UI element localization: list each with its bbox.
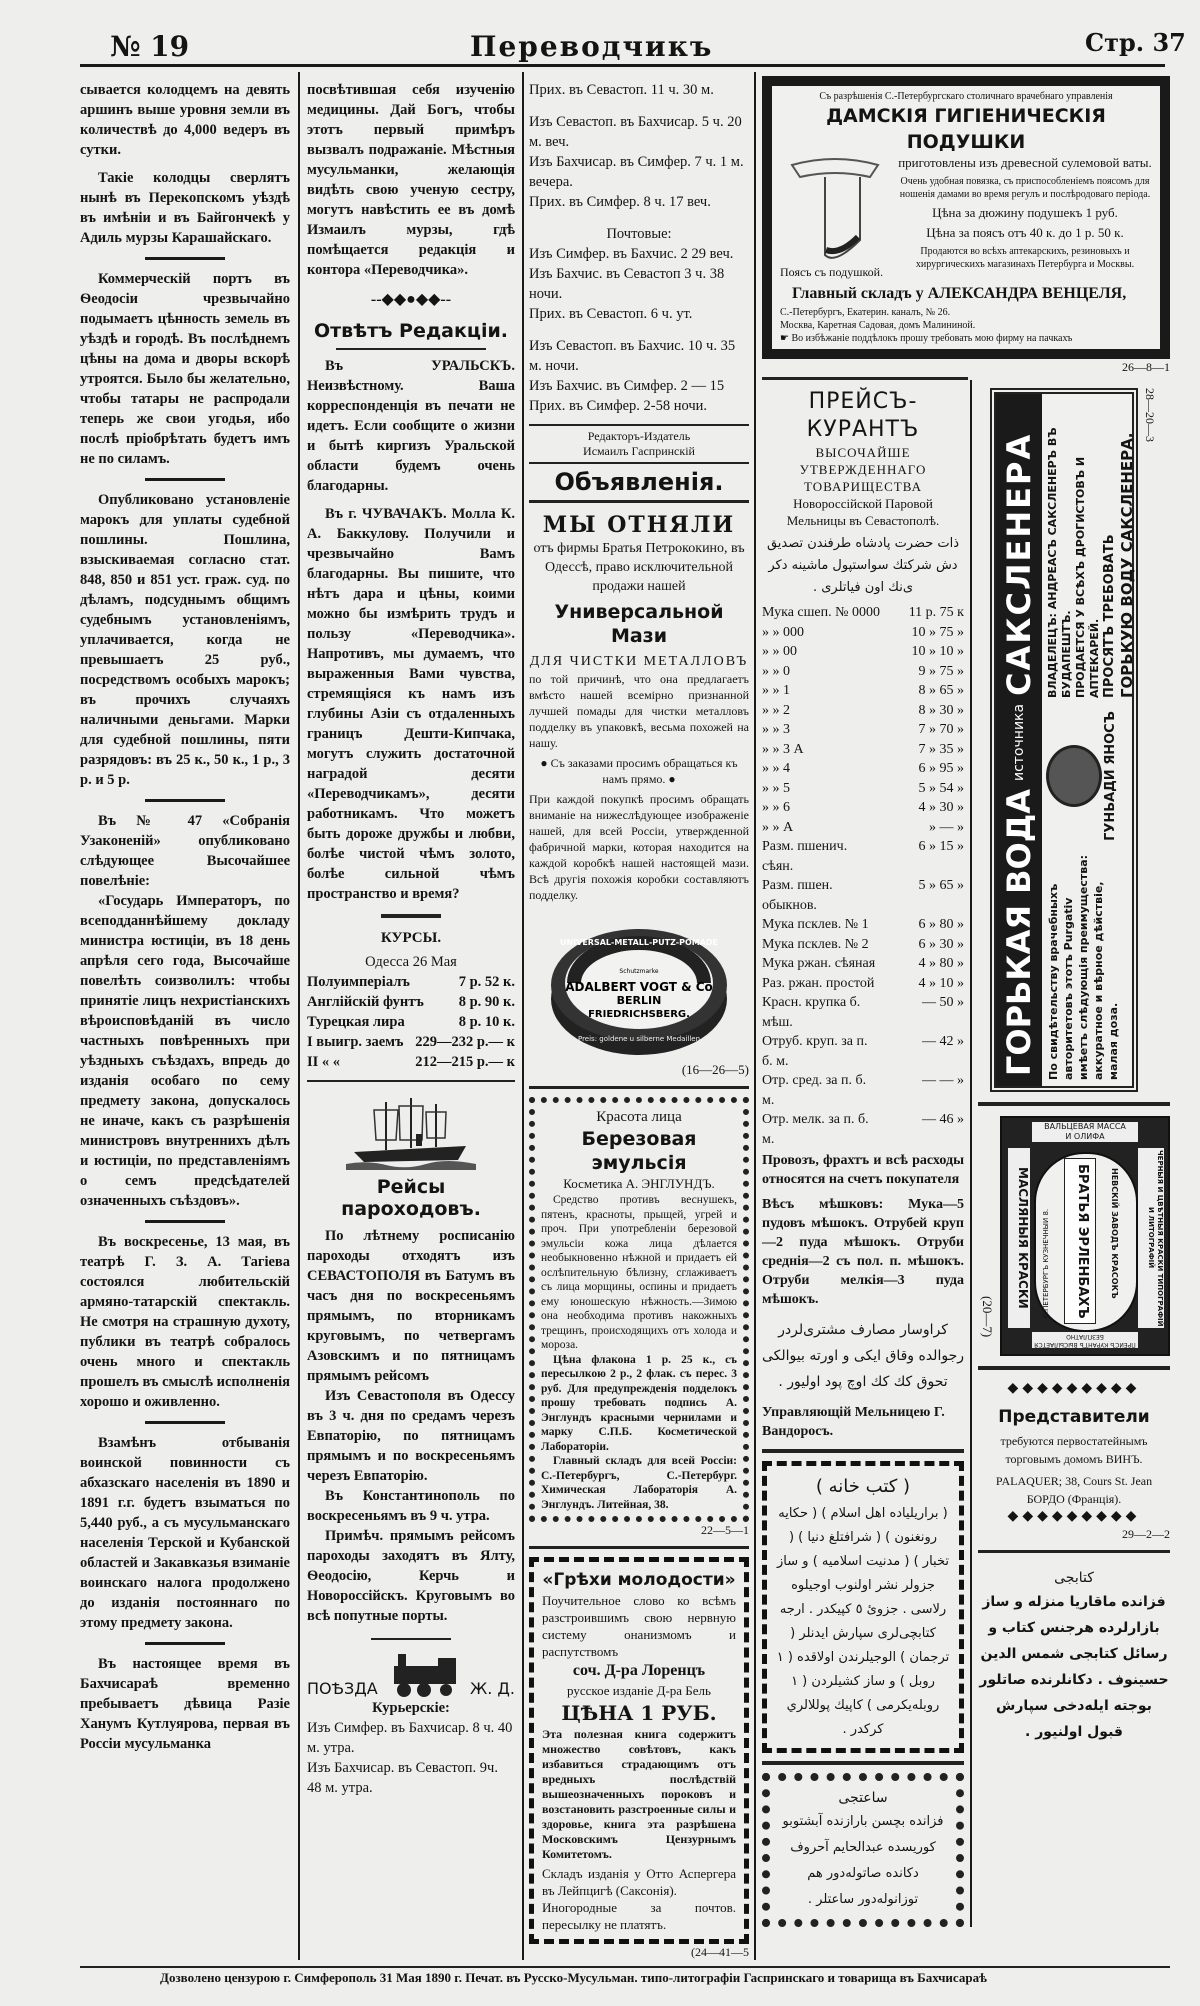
ad-text: отъ фирмы Братья Петрококино, въ Одессѣ, право исключительной продажи нашей bbox=[533, 541, 745, 594]
ad-erlenbach-paints bbox=[1000, 1116, 1170, 1356]
reply-paragraph: Въ УРАЛЬСКЪ. Неизвѣстному. Ваша корреспонденція въ печати не идетъ. Если сообщите о жизни и бытѣ киргизъ Уральской области будемъ очень благодарны. bbox=[307, 358, 515, 494]
columns bbox=[80, 72, 1170, 1960]
price-row bbox=[762, 642, 964, 662]
divider bbox=[978, 1366, 1170, 1370]
ad-name: ГУНЬАДИ ЯНОСЪ bbox=[1103, 711, 1118, 841]
ad-label: И ОЛИФА bbox=[1065, 1132, 1105, 1141]
ad-store: Складъ изданія у Отто Аспергера въ Лейпцигѣ (Саксонія). bbox=[542, 1866, 736, 1898]
schedule-line: Изъ Севастоп. въ Бахчис. 10 ч. 35 м. ночи. bbox=[529, 338, 736, 374]
ad-permit: Съ разрѣшенія С.-Петербургскаго столичнаго врачебнаго управленія bbox=[819, 91, 1113, 102]
manager-signature: Управляющій Мельницею Г. Вандоросъ. bbox=[762, 1405, 945, 1439]
header-rule bbox=[80, 64, 1165, 67]
price-row bbox=[762, 1110, 964, 1149]
article-paragraph: Опубликовано установленіе марокъ для уплаты судебной пошлины. Пошлина, взыскиваемая согласно стат. 848, 850 и 851 уст. граж. суд. по дѣламъ, подсуднымъ общимъ судебнымъ установленіямъ, уплачивается, когда не превышаетъ 25 руб., посредствомъ особыхъ марокъ; въ прочихъ случаяхъ наличными деньгами. Марки для судебной пошлины, пяти разрядовъ: въ 25 к., 50 к., 1 р., 3 р. и 5 р. bbox=[80, 492, 290, 788]
ad-text: Эта полезная книга содержитъ множество совѣтовъ, какъ избавиться страдающимъ отъ вредныхъ послѣдствій вышеозначенныхъ пороковъ и возстановить разстроенные силы и здоровье, книга эта разрѣшена Московскимъ Цензурнымъ Комитетомъ. bbox=[542, 1727, 736, 1861]
schedule-line: Прих. въ Севастоп. 11 ч. 30 м. bbox=[529, 82, 714, 98]
ad-code: (24—41—5 bbox=[691, 1945, 749, 1959]
ad-price: Цѣна флакона 1 р. 25 к., съ пересылкою 2 р., 2 флак. съ перес. 3 руб. Для предупрежденія подделокъ прошу требовать подпись А. Энглундъ красными чернилами и марку С.П.Б. Косметической Лабораторіи. bbox=[541, 1353, 737, 1453]
portrait-medallion bbox=[1046, 745, 1102, 807]
ad-product-sub: ДЛЯ ЧИСТКИ МЕТАЛЛОВЪ bbox=[529, 654, 749, 669]
arabic-title: ( كتب خانه ) bbox=[815, 1476, 911, 1497]
divider bbox=[145, 1421, 225, 1424]
rate-name: II « « bbox=[307, 1054, 341, 1070]
price-item: » » 2 bbox=[762, 702, 790, 718]
price-row bbox=[762, 876, 964, 915]
article-paragraph: Взамѣнъ отбыванія воинской повинности съ абхазскаго населенія въ 1890 и 1891 г.г. будетъ взыматься по 5,440 руб., а съ мусульманскаго населенія Терской и Кубанской областей и Закавказья взиманіе воинскаго налога продолжено до изданія постояннаго по этому предмету закона. bbox=[80, 1435, 290, 1631]
schedule-line: Прих. въ Симфер. 2-58 ночи. bbox=[529, 398, 708, 414]
ad-erlenbach-row bbox=[978, 1116, 1170, 1356]
ad-warning-text: Во избѣжаніе поддѣлокъ прошу требовать мою фирму на пачкахъ bbox=[791, 333, 1073, 344]
column-4 bbox=[762, 380, 970, 1927]
freight-note: Провозъ, фрахтъ и всѣ расходы относятся на счетъ покупателя bbox=[762, 1153, 964, 1187]
ad-representatives bbox=[978, 1380, 1170, 1542]
ad-edition: русское изданіе Д-ра Бель bbox=[567, 1683, 711, 1698]
price-row bbox=[762, 759, 964, 779]
tin-city-text: BERLIN bbox=[616, 994, 662, 1007]
rate-value: 7 р. 52 к. bbox=[458, 974, 515, 990]
price-value: 6 » 80 » bbox=[918, 917, 964, 932]
right-area bbox=[754, 72, 1170, 1960]
ad-desc: имѣетъ слѣдующія преимущества: bbox=[1077, 854, 1090, 1080]
divider bbox=[145, 799, 225, 802]
column-5 bbox=[970, 380, 1170, 1927]
ad-code-text: 28—20—3 bbox=[1143, 388, 1157, 442]
ad-title: Представители bbox=[998, 1407, 1150, 1427]
price-item: » » 3 bbox=[762, 722, 790, 737]
price-list-subtitle: ВЫСОЧАЙШЕ УТВЕРЖДЕННАГО ТОВАРИЩЕСТВА bbox=[799, 445, 927, 494]
price-value: 4 » 30 » bbox=[918, 800, 964, 815]
ornament: --◆◆●◆◆-- bbox=[370, 291, 452, 308]
steamers-paragraph: Примѣч. прямымъ рейсомъ пароходы заходятъ въ Ялту, Ѳеодосію, Керчь и Новороссійскъ. Круговымъ во всѣ попутные порты. bbox=[307, 1528, 515, 1624]
ad-text: Средство противъ веснушекъ, пятенъ, красноты, прыщей, угрей и проч. При употребленіи березовой эмульсіи кожа лица дѣлается необыкновенно нѣжной и придаетъ ей ослѣпительную бѣлизну, сглаживаетъ съ лица морщины, оспины и придаетъ ему юношескую нѣжность.—Зимою она необходима противъ накожныхъ трещинъ, происходящихъ отъ холода и мороза. bbox=[541, 1194, 737, 1351]
ad-subtitle: Поучительное слово ко всѣмъ разстроившимъ свою нервную систему онанизмомъ и распутствомъ bbox=[542, 1593, 736, 1659]
price-value: 8 » 30 » bbox=[918, 702, 964, 718]
price-item: Отр. мелк. за п. б. м. bbox=[762, 1112, 869, 1147]
article-paragraph: Въ воскресенье, 13 мая, въ театрѣ Г. З. А. Тагіева состоялся любительскій армяно-татарскій спектакль. Не смотря на страшную духоту, публики въ театрѣ собралось очень много и спектакль прошелъ въ смыслѣ исполненія хорошо и оживленно. bbox=[80, 1234, 290, 1410]
ad-text: При каждой покупкѣ просимъ обращать вниманіе на нижеслѣдующее изображеніе нашей, для всей Россіи, утвержденной фабричной марки, которая находится на каждой коробкѣ нашей настоящей мази. Всѣ другія похожія коробки составляютъ подделку. bbox=[529, 792, 749, 902]
schedule-line: Изъ Бахчисар. въ Симфер. 7 ч. 1 м. вечера. bbox=[529, 154, 744, 190]
schedule-line: Прих. въ Севастоп. 6 ч. ут. bbox=[529, 306, 693, 322]
divider bbox=[381, 914, 441, 918]
ad-author: соч. Д-ра Лоренцъ bbox=[572, 1662, 706, 1679]
ad-title: Березовая эмульсія bbox=[581, 1128, 697, 1174]
price-item: Отруб. круп. за п. б. м. bbox=[762, 1034, 868, 1069]
price-value: 5 » 65 » bbox=[918, 878, 964, 893]
price-value: 7 » 70 » bbox=[918, 722, 964, 737]
ad-caption: Поясъ съ подушкой. bbox=[780, 265, 884, 279]
price-item: Разм. пшенич. сѣян. bbox=[762, 839, 848, 874]
price-row bbox=[762, 818, 964, 838]
arabic-text: ذات حضرت پادشاه طرفندن تصدیق دش شرکتك سواستپول ماشینه دكر ی‌نك اون فیاتلری . bbox=[766, 536, 960, 595]
rate-value: 8 р. 90 к. bbox=[458, 994, 515, 1010]
rate-row bbox=[307, 1032, 515, 1052]
divider bbox=[371, 1638, 451, 1640]
price-row bbox=[762, 1071, 964, 1110]
arabic-text: فزانده ماقاريا منزله و ساز بازارلرده هرجنس كتاب و رسائل كتابجی شمس الدين حسينوف . دكانلرنده صاتلور بوجته ايله‌دخی سپارش قبول اولنيور . bbox=[979, 1594, 1169, 1740]
ad-order: ● Съ заказами просимъ обращаться къ намъ прямо. ● bbox=[540, 756, 738, 786]
reply-paragraph: Въ г. ЧУВАЧАКЪ. Молла К. А. Баккулову. Получили и чрезвычайно Вамъ благодарны. Вы пишите, что нѣтъ дара и цѣны, коими можно бы измѣрить трудъ и пользу «Переводчика». Напротивъ, мы думаемъ, что выраженныя Вами чувства, стремящіяся къ намъ изъ глубины Азіи съ отдаленныхъ границъ Дешти-Кипчака, могутъ служить достаточной наградой десяти «Переводчикамъ», десяти работникамъ. Что можетъ быть дороже дружбы и любви, болѣе чистой чѣмъ золото, болѣе сильной чѣмъ пространство и время? bbox=[307, 506, 515, 902]
ornament-row: ◆◆◆◆◆◆◆◆◆ bbox=[1007, 1381, 1141, 1396]
steamers-paragraph: Въ Константинополь по воскресеньямъ въ 9 ч. утра. bbox=[307, 1488, 515, 1524]
ad-desc: По свидѣтельству врачебныхъ bbox=[1047, 883, 1060, 1080]
ad-watchmaker-arabic bbox=[762, 1773, 964, 1927]
rate-name: Полуимперіалъ bbox=[307, 974, 410, 990]
newspaper-title: Переводчикъ bbox=[470, 30, 714, 63]
price-row bbox=[762, 954, 964, 974]
ad-hygienic-pads bbox=[762, 76, 1170, 359]
tin-maker-text: ADALBERT VOGT & Co bbox=[565, 980, 713, 994]
price-value: » — » bbox=[929, 819, 964, 835]
ad-title: «Грѣхи молодости» bbox=[542, 1570, 736, 1590]
reply-heading: Отвѣтъ Редакціи. bbox=[313, 320, 509, 342]
article-paragraph: Такіе колодцы сверлятъ нынѣ въ Перекопскомъ уѣздѣ въ имѣніи и въ Байгончекѣ у Адиль мурзы Карашайскаго. bbox=[80, 170, 290, 246]
ad-desc: аккуратное и вѣрное дѣйствіе, bbox=[1092, 881, 1105, 1080]
ad-brand: БРАТЬЯ ЭРЛЕНБАХЪ bbox=[1064, 1158, 1096, 1324]
price-item: » » 0 bbox=[762, 663, 790, 679]
ad-label: ПРЕЙСЪ КУРАНТЪ ВЫСЫЛАЕТСЯ БЕЗПЛАТНО bbox=[1032, 1332, 1138, 1348]
issue-number: № 19 bbox=[110, 30, 190, 63]
steamers-heading: Рейсы пароходовъ. bbox=[341, 1176, 481, 1220]
price-value: — 46 » bbox=[922, 1112, 964, 1127]
price-item: » » 6 bbox=[762, 800, 790, 815]
price-row bbox=[762, 681, 964, 701]
train-line: Изъ Бахчисар. въ Севастоп. 9ч. 48 м. утра. bbox=[307, 1760, 498, 1796]
rate-value: 229—232 р.— к bbox=[415, 1034, 515, 1050]
price-value: 4 » 80 » bbox=[918, 956, 964, 971]
rates-date: Одесса 26 Мая bbox=[365, 954, 457, 970]
ad-code bbox=[1142, 388, 1158, 468]
price-item: » » А bbox=[762, 819, 794, 835]
trains-heading-right: Ж. Д. bbox=[470, 1679, 515, 1698]
price-row bbox=[762, 993, 964, 1032]
ad-desc: авторитетовъ этотъ Purgativ bbox=[1062, 897, 1075, 1080]
ads-heading: Объявленія. bbox=[529, 464, 749, 503]
divider bbox=[529, 1086, 749, 1089]
ad-title: МЫ ОТНЯЛИ bbox=[542, 512, 736, 538]
train-schedule bbox=[529, 80, 749, 416]
price-row bbox=[762, 837, 964, 876]
price-row bbox=[762, 798, 964, 818]
ad-price: Цѣна за дюжину подушекъ 1 руб. bbox=[932, 205, 1118, 220]
price-item: » » 000 bbox=[762, 624, 804, 640]
editor-name: Исмаилъ Гаспринскій bbox=[583, 444, 695, 458]
rate-name: Турецкая лира bbox=[307, 1014, 405, 1030]
price-list-company: Новороссійской Паровой Мельницы въ Севастополѣ. bbox=[786, 496, 940, 528]
price-row bbox=[762, 740, 964, 760]
rate-row bbox=[307, 972, 515, 992]
ad-code bbox=[978, 1296, 996, 1356]
column-1 bbox=[80, 72, 298, 1960]
ad-code-text: (20—7) bbox=[980, 1296, 995, 1338]
price-value: — 42 » bbox=[922, 1034, 964, 1049]
column-2 bbox=[298, 72, 522, 1960]
trains-heading-left: ПОѢЗДА bbox=[307, 1679, 378, 1698]
article-paragraph: Въ № 47 «Собранія Узаконеній» опубликовано слѣдующее Высочайшее повелѣніе: bbox=[80, 813, 290, 889]
ad-owner: ВЛАДЕЛЕЦЪ: АНДРЕАСЪ САКСЛЕНЕРЪ ВЪ БУДАПЕШТЪ. bbox=[1046, 427, 1073, 698]
price-item: » » 00 bbox=[762, 644, 797, 659]
ad-label: НЕВСКІЙ ЗАВОДЪ КРАСОКЪ bbox=[1110, 1168, 1119, 1299]
price-value: 9 » 75 » bbox=[918, 663, 964, 679]
rates-heading: КУРСЫ. bbox=[380, 930, 442, 946]
ad-bookseller-arabic bbox=[978, 1567, 1170, 1745]
divider bbox=[336, 348, 486, 350]
tin-district-text: FRIEDRICHSBERG. bbox=[588, 1009, 690, 1020]
divider bbox=[145, 478, 225, 481]
price-table bbox=[762, 603, 964, 1149]
trains-subheading: Курьерскіе: bbox=[372, 1700, 450, 1716]
price-row bbox=[762, 623, 964, 643]
divider bbox=[762, 1449, 964, 1453]
price-item: Мука псклев. № 2 bbox=[762, 936, 869, 952]
price-value: 6 » 30 » bbox=[918, 936, 964, 952]
editor-label: Редакторъ-Издатель bbox=[587, 429, 691, 443]
ad-hunyadi-row bbox=[978, 388, 1170, 1092]
rate-name: I выигр. заемъ bbox=[307, 1034, 404, 1050]
ad-metal-polish bbox=[529, 511, 749, 1078]
price-item: Мука ржан. сѣяная bbox=[762, 956, 876, 971]
ad-label: ЧЕРНЫЯ И ЦВѢТНЫЯ КРАСКИ ТИПОГРАФІЙ И ЛИТОГРАФІЙ bbox=[1138, 1148, 1164, 1328]
price-row bbox=[762, 779, 964, 799]
price-value: 10 » 10 » bbox=[911, 644, 964, 659]
divider bbox=[978, 1102, 1170, 1106]
polish-tin-illustration bbox=[544, 911, 734, 1061]
right-columns bbox=[762, 380, 1170, 1927]
ad-address: PALAQUER; 38, Cours St. Jean bbox=[995, 1474, 1153, 1488]
tin-mark-text: Schutzmarke bbox=[619, 968, 659, 975]
ad-text: требуются первостатейнымъ торговымъ домомъ ВИНЪ. bbox=[1000, 1434, 1148, 1466]
rate-name: Англійскій фунтъ bbox=[307, 994, 424, 1010]
price-item: Разм. пшен. обыкнов. bbox=[762, 878, 833, 913]
ad-sold: Продаются во всѣхъ аптекарскихъ, резиновыхъ и хирургическихъ магазинахъ Петербурга и Москвы. bbox=[915, 246, 1135, 270]
price-value: 4 » 10 » bbox=[918, 975, 964, 991]
locomotive-icon bbox=[384, 1652, 464, 1698]
price-value: — — » bbox=[922, 1073, 964, 1088]
divider bbox=[145, 1220, 225, 1223]
ad-code: (16—26—5) bbox=[681, 1062, 749, 1077]
ad-product: Универсальной Мази bbox=[554, 601, 724, 647]
ad-label: С.ПЕТЕРБУРГЪ КУЗНЕЧНЫЙ 8. bbox=[1042, 1208, 1050, 1318]
ad-title: ГОРЬКАЯ ВОДА bbox=[1000, 789, 1038, 1076]
rate-value: 8 р. 10 к. bbox=[458, 1014, 515, 1030]
ornament-row: ◆◆◆◆◆◆◆◆◆ bbox=[1007, 1509, 1141, 1524]
arabic-title: ساعتجی bbox=[838, 1790, 888, 1806]
price-item: » » 4 bbox=[762, 761, 790, 776]
ad-city: БОРДО (Франція). bbox=[1026, 1492, 1122, 1506]
steamship-illustration bbox=[307, 1090, 515, 1170]
price-row bbox=[762, 701, 964, 721]
price-row bbox=[762, 603, 964, 623]
ad-subtitle: Косметика А. ЭНГЛУНДЪ. bbox=[563, 1176, 715, 1191]
steamers-paragraph: Изъ Севастополя въ Одессу въ 3 ч. дня по средамъ черезъ Евпаторію, по пятницамъ прямымъ и по воскресеньямъ черезъ Евпаторію. bbox=[307, 1388, 515, 1484]
ad-store: Главный складъ у АЛЕКСАНДРА ВЕНЦЕЛЯ, bbox=[792, 285, 1127, 302]
ad-ask: ПРОСЯТЪ ТРЕБОВАТЬ bbox=[1102, 534, 1117, 698]
ad-pretitle: Красота лица bbox=[596, 1109, 682, 1125]
price-item: Отр. сред. за п. б. м. bbox=[762, 1073, 867, 1108]
ad-made: приготовлены изъ древесной сулемовой ваты. bbox=[898, 155, 1152, 170]
ad-code: 26—8—1 bbox=[1122, 360, 1170, 374]
divider bbox=[307, 1080, 515, 1082]
price-item: Мука сшеп. № 0000 bbox=[762, 605, 880, 620]
ad-warning: ☛ Во избѣжаніе поддѣлокъ прошу требовать мою фирму на пачкахъ bbox=[780, 333, 1073, 344]
price-list-ad bbox=[762, 388, 964, 1441]
ad-bookstore-arabic bbox=[762, 1461, 964, 1753]
ad-birch-emulsion bbox=[529, 1097, 749, 1522]
ad-ask: ГОРЬКУЮ ВОДУ САКСЛЕНЕРА. bbox=[1118, 432, 1136, 698]
article-paragraph: сывается колодцемъ на девять аршинъ выше уровня земли въ количествѣ до 4,000 ведеръ въ сутки. bbox=[80, 82, 290, 158]
ad-sold: ПРОДАЕТСЯ У ВСѢХЪ ДРОГИСТОВЪ И АПТЕКАРЕЙ. bbox=[1074, 456, 1101, 698]
price-item: » » 1 bbox=[762, 683, 790, 698]
rate-value: 212—215 р.— к bbox=[415, 1054, 515, 1070]
divider bbox=[978, 1550, 1170, 1553]
arabic-text: فزانده بچسن بارازنده آبشتوبو کوريسده عبدالحايم آحروف دکانده صاتوله‌دور هم توزانوله‌دور ساعتلر . bbox=[782, 1814, 944, 1907]
divider bbox=[762, 1761, 964, 1765]
ad-text-block bbox=[898, 155, 1152, 271]
ad-order-text: Съ заказами просимъ обращаться къ намъ прямо. bbox=[550, 756, 738, 786]
price-row bbox=[762, 915, 964, 935]
article-paragraph: «Государь Императоръ, по всеподданнѣйшему докладу министра юстиціи, въ 18 день апрѣля сего года, Высочайше повелѣть соизволилъ: чтобы принятіе лицъ нехристіанскихъ вѣроисповѣданій въ число частныхъ повѣренныхъ при уѣздныхъ съѣздахъ, впредь до изданія особаго по сему предмету закона, допускалось не иначе, какъ съ разрѣшенія министровъ внутреннихъ дѣлъ и юстиціи, по представленіямъ о семъ предсѣдателей означенныхъ съѣздовъ». bbox=[80, 893, 290, 1209]
article-paragraph: посвѣтившая себя изученію медицины. Дай Богъ, чтобы этотъ первый примѣръ вызвалъ подражаніе. Мѣстныя мусульманки, желающія видѣть свою ученую сестру, могутъ навѣстить ее въ домѣ Измаилъ мурзы, гдѣ помѣщается редакція и контора «Переводчика». bbox=[307, 82, 515, 278]
ad-desc: малая доза. bbox=[1107, 1002, 1120, 1080]
belt-with-pad-illustration bbox=[790, 155, 880, 265]
price-item: » » 5 bbox=[762, 780, 790, 796]
price-value: — 50 » bbox=[922, 995, 964, 1010]
ad-text: по той причинѣ, что она предлагаетъ вмѣсто нашей всемірно признанной лучшей помады для чистки металловъ подделку въ упаковкѣ, весьма похожей на нашу. bbox=[529, 672, 749, 750]
tin-ring-text: UNIVERSAL-METALL-PUTZ-POMADE bbox=[559, 938, 719, 947]
price-list-title: ПРЕЙСЪ-КУРАНТЪ bbox=[806, 389, 920, 442]
column-3 bbox=[522, 72, 754, 1960]
schedule-line: Прих. въ Симфер. 8 ч. 17 веч. bbox=[529, 194, 711, 210]
trains-heading bbox=[307, 1652, 515, 1698]
price-value: 5 » 54 » bbox=[918, 780, 964, 796]
ad-store: Главный складъ для всей Россіи: С.-Петербургъ, С.-Петербург. Химическая Лабораторія А. Энглундъ. Литейная, 38. bbox=[541, 1455, 737, 1511]
arabic-title: كتابجی bbox=[1054, 1570, 1094, 1586]
schedule-line: Почтовые: bbox=[606, 226, 672, 242]
article-paragraph: Коммерческій портъ въ Ѳеодосіи чрезвычайно подымаетъ цѣнность земель въ уѣздѣ и городѣ. Въ послѣднемъ цѣны на дома и дворы вскорѣ утроятся. Было бы желательно, чтобы татары не распродали теперь же свои угодья, ибо послѣ пріобрѣтать будетъ имъ не по силамъ. bbox=[80, 271, 290, 467]
schedule-line: Изъ Симфер. въ Бахчис. 2 29 веч. bbox=[529, 246, 734, 262]
ad-desc: Очень удобная повязка, съ приспособленіемъ поясомъ для ношенія дамами во время регулъ и послѣродоваго періода. bbox=[899, 176, 1151, 200]
ad-code: 29—2—2 bbox=[1122, 1527, 1170, 1541]
price-item: » » 3 А bbox=[762, 741, 804, 757]
steamship-icon bbox=[346, 1090, 476, 1170]
page-number: Стр. 37 bbox=[1085, 28, 1186, 57]
ad-hunyadi-janos bbox=[990, 388, 1138, 1092]
price-value: 7 » 35 » bbox=[918, 741, 964, 757]
weights-note: Вѣсъ мѣшковъ: Мука—5 пудовъ мѣшокъ. Отрубей круп—2 пуда мѣшокъ. Отруби среднія—2 съ пол. п. мѣшокъ. Отруби мелкія—3 пуда мѣшокъ. bbox=[762, 1197, 964, 1307]
rate-row bbox=[307, 1012, 515, 1032]
ad-price: ЦѢНА 1 РУБ. bbox=[561, 1701, 717, 1725]
price-item: Раз. ржан. простой bbox=[762, 975, 875, 991]
ad-book-sins-of-youth bbox=[529, 1557, 749, 1944]
price-value: 6 » 15 » bbox=[918, 839, 964, 854]
price-value: 8 » 65 » bbox=[918, 683, 964, 698]
schedule-line: Изъ Бахчис. въ Севастоп 3 ч. 38 ночи. bbox=[529, 266, 725, 302]
ad-address: С.-Петербургъ, Екатерин. каналъ, № 26. bbox=[780, 307, 951, 318]
censorship-imprint: Дозволено цензурою г. Симферополь 31 Мая 1890 г. Печат. въ Русско-Мусульман. типо-литографіи Гаспринскаго и товарища въ Бахчисараѣ bbox=[80, 1966, 1170, 1986]
steamers-paragraph: По лѣтнему росписанію пароходы отходятъ изъ СЕВАСТОПОЛЯ въ Батумъ въ часъ дня по воскресеньямъ прямымъ, по вторникамъ круговымъ, по четвергамъ Азовскимъ и по пятницамъ прямымъ рейсомъ bbox=[307, 1228, 515, 1384]
ad-address: Москва, Каретная Садовая, домъ Малининой. bbox=[780, 320, 976, 331]
ad-shipping: Иногородные за почтов. пересылку не платятъ. bbox=[542, 1900, 736, 1932]
train-line: Изъ Симфер. въ Бахчисар. 8 ч. 40 м. утра. bbox=[307, 1720, 513, 1756]
price-value: 10 » 75 » bbox=[911, 624, 964, 640]
price-row bbox=[762, 662, 964, 682]
price-value: 6 » 95 » bbox=[918, 761, 964, 776]
ad-label: ВАЛЬЦЕВАЯ МАССА bbox=[1044, 1122, 1126, 1131]
schedule-line: Изъ Бахчис. въ Симфер. 2 — 15 bbox=[529, 378, 725, 394]
tin-rim-text: Preis: goldene u silberne Medaillen bbox=[577, 1035, 701, 1043]
divider bbox=[145, 257, 225, 260]
ad-brand: САКСЛЕНЕРА bbox=[1000, 432, 1038, 696]
divider bbox=[529, 1546, 749, 1549]
article-paragraph: Въ настоящее время въ Бахчисараѣ временно пребываетъ дѣвица Разіе Ханумъ Кутлуярова, первая въ Россіи мусульманка bbox=[80, 1656, 290, 1752]
editor-block bbox=[529, 424, 749, 464]
ad-label: МАСЛЯНЫЯ КРАСКИ bbox=[1008, 1148, 1030, 1328]
price-value: 11 р. 75 к bbox=[908, 605, 964, 620]
ad-price: Цѣна за поясъ отъ 40 к. до 1 р. 50 к. bbox=[926, 225, 1124, 240]
arabic-text: كراوسار مصارف مشتری‌لردر رجوالده وقاق ایکی و اورته بیوالکی تحوق کك كك اوچ پود اوليور . bbox=[762, 1322, 964, 1390]
schedule-line: Изъ Севастоп. въ Бахчисар. 5 ч. 20 м. веч. bbox=[529, 114, 742, 150]
price-row bbox=[762, 720, 964, 740]
ad-source: источника bbox=[1011, 703, 1027, 781]
price-item: Мука псклев. № 1 bbox=[762, 917, 869, 932]
price-row bbox=[762, 974, 964, 994]
price-item: Красн. крупка б. мѣш. bbox=[762, 995, 861, 1030]
rate-row bbox=[307, 992, 515, 1012]
divider bbox=[145, 1642, 225, 1645]
price-row bbox=[762, 1032, 964, 1071]
ad-title: ДАМСКІЯ ГИГІЕНИЧЕСКІЯ ПОДУШКИ bbox=[826, 105, 1106, 153]
ad-code: 22—5—1 bbox=[701, 1523, 749, 1537]
rates-table bbox=[307, 972, 515, 1072]
rate-row bbox=[307, 1052, 515, 1072]
price-row bbox=[762, 935, 964, 955]
arabic-text: ( براريلياده اهل اسلام ) ( حكايه رونغنون ) ( شرافتلغ دنيا ) ( تخبار ) ( مدنيت اسلاميه ) و ساز جزولر نشر اولنوب اوجيلوه رلاسی . جزوئ ٥ کپيکدر . ارجه کتابچی‌لری سپارش ايدنلر ( ترجمان ) الوجيلرندن اولاقده ( ١ روبل ) و ساز کشيلردن ( ١ روبله‌يکرمی ) کاپيك پوللالري کرکدر . bbox=[776, 1506, 950, 1737]
